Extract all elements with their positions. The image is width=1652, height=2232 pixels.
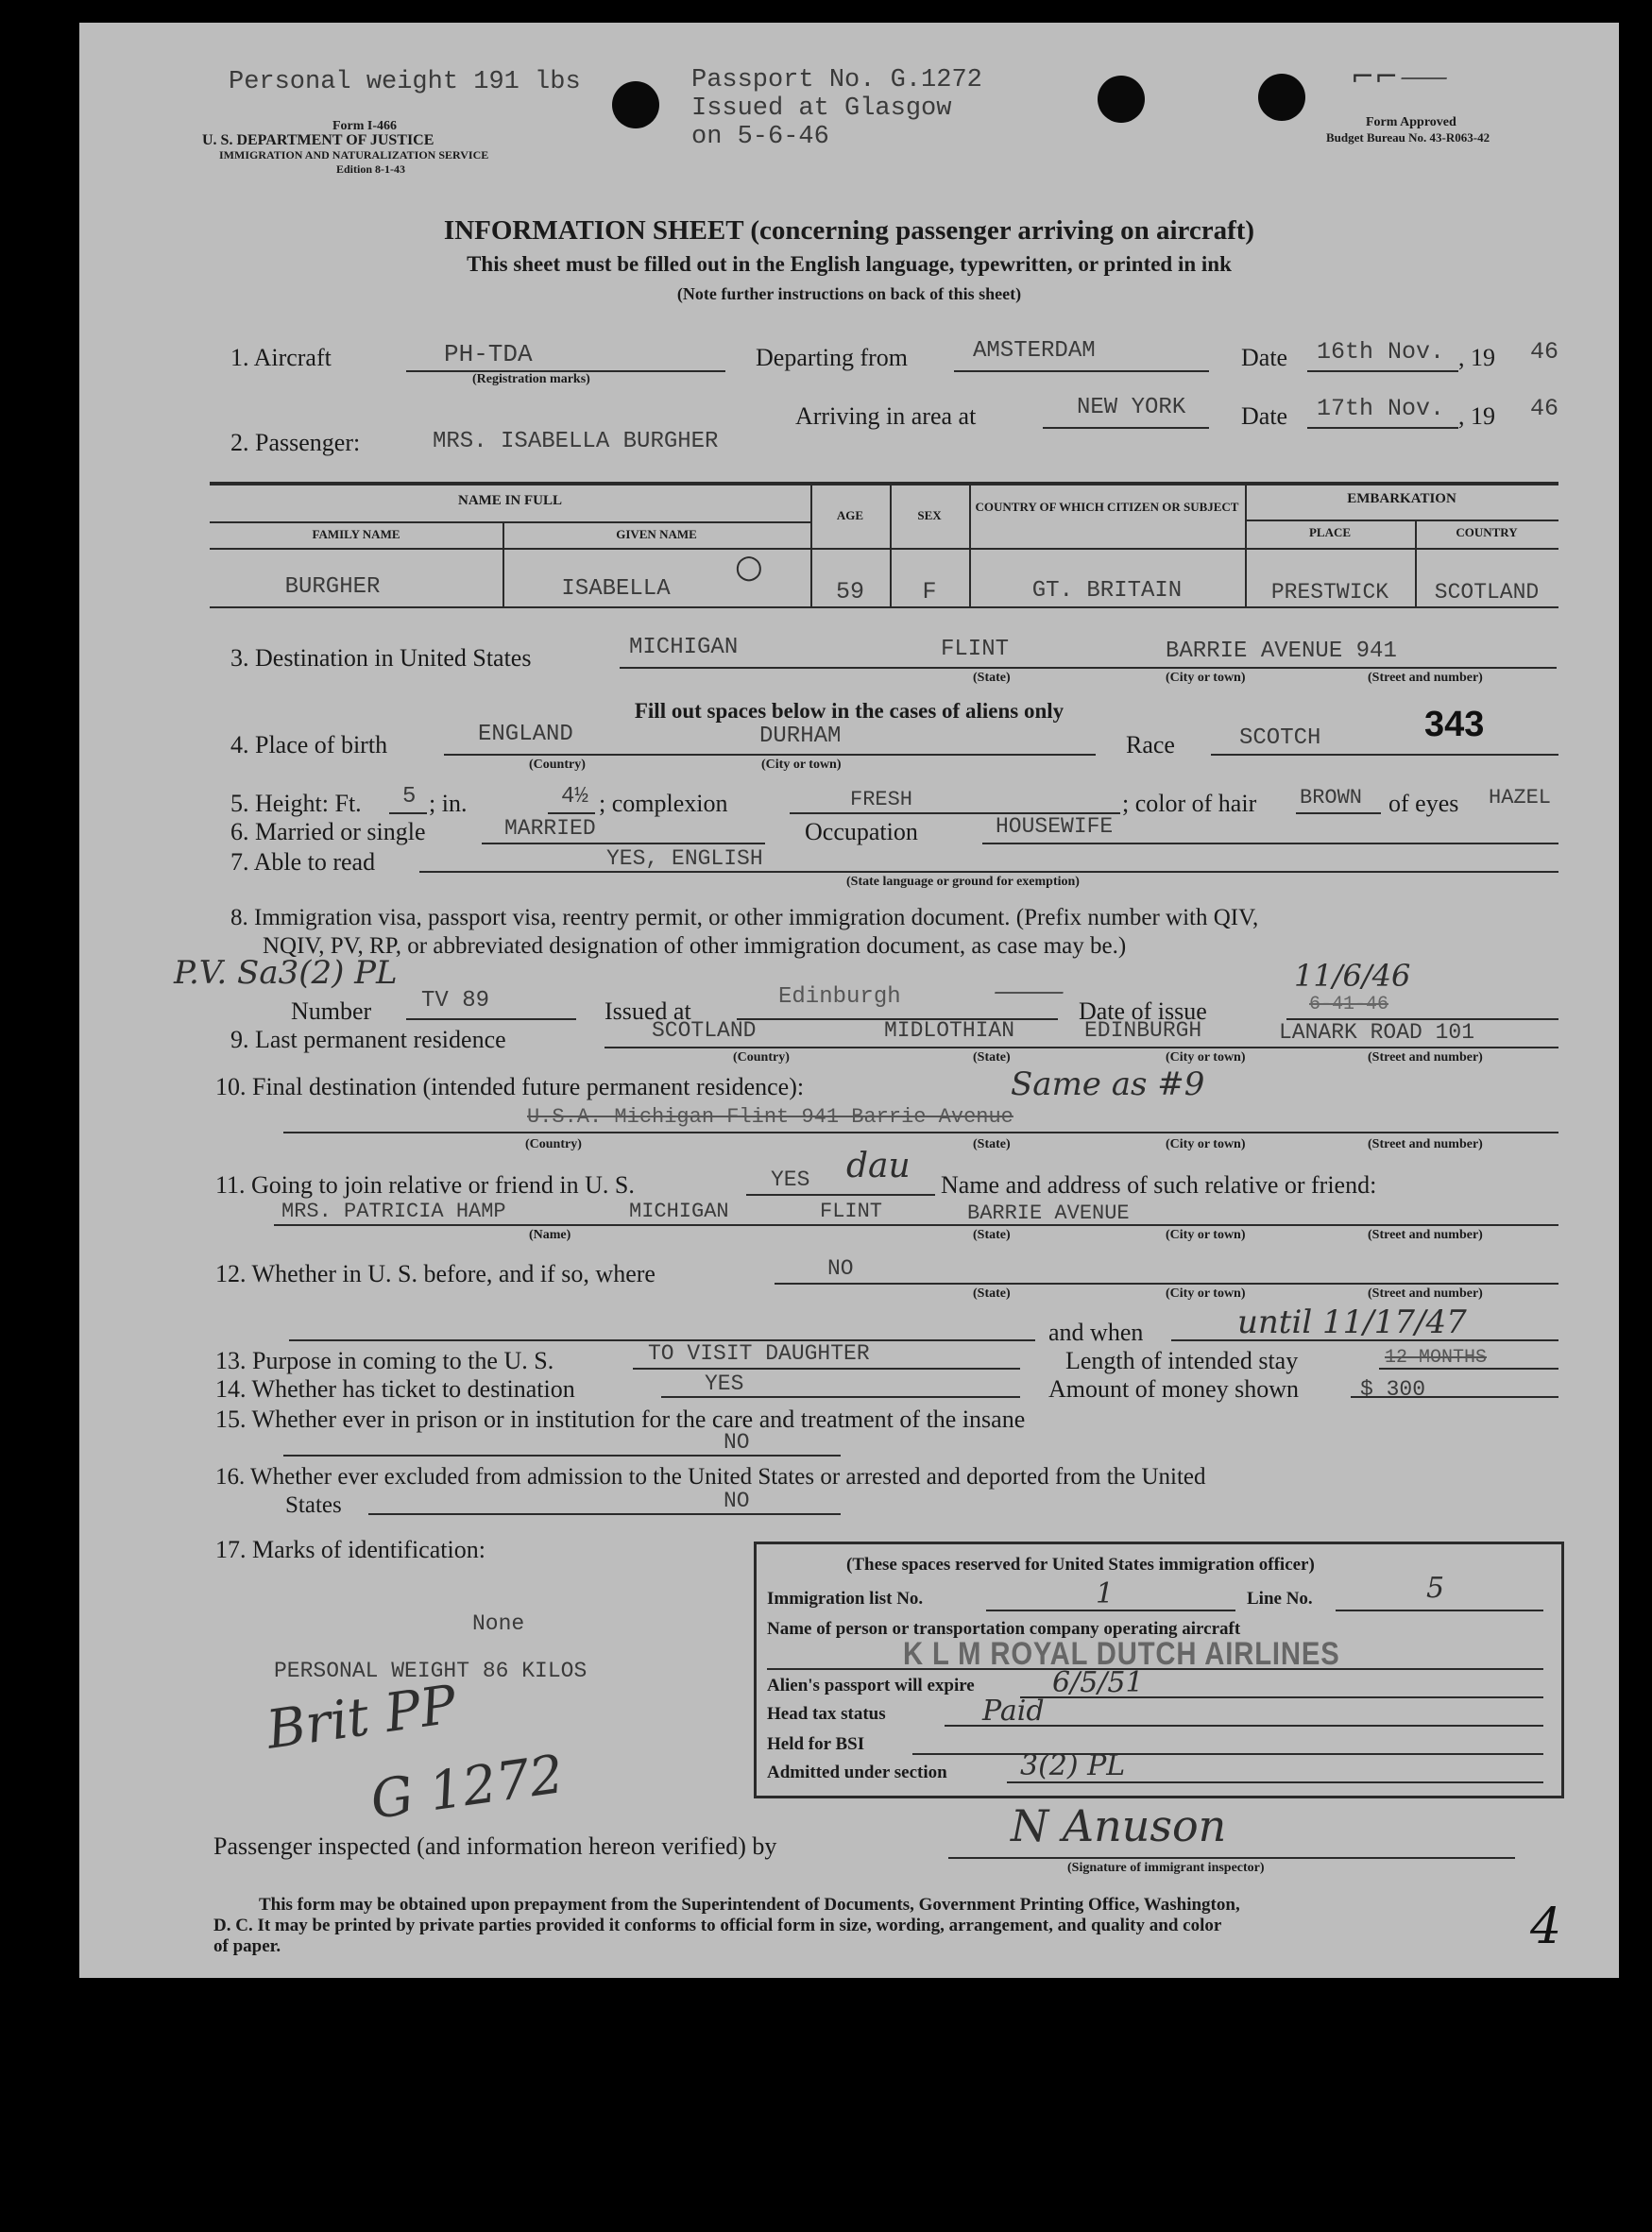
punch-hole (1258, 74, 1305, 121)
underline (406, 1018, 576, 1020)
page-subtitle: This sheet must be filled out in the English language, typewritten, or printed in ink (467, 252, 1232, 276)
bsi-label: Held for BSI (767, 1734, 865, 1754)
read-value: YES, ENGLISH (606, 846, 763, 871)
underline (1020, 1696, 1543, 1698)
handwritten-pv: P.V. Sa3(2) PL (174, 954, 398, 992)
underline (1211, 754, 1558, 756)
marks-weight: PERSONAL WEIGHT 86 KILOS (274, 1659, 588, 1683)
caption-country: (Country) (733, 1050, 790, 1065)
underline (1307, 427, 1458, 429)
join-relative-label: 11. Going to join relative or friend in U. S. (215, 1171, 635, 1199)
caption-city: (City or town) (1166, 671, 1246, 685)
passenger-label: 2. Passenger: (230, 429, 361, 456)
line-label: Line No. (1247, 1589, 1313, 1609)
company-label: Name of person or transportation company operating aircraft (767, 1619, 1241, 1639)
name-in-full-header: NAME IN FULL (457, 493, 562, 508)
table-country: SCOTLAND (1434, 580, 1540, 605)
section-label: Admitted under section (767, 1763, 947, 1782)
budget-bureau: Budget Bureau No. 43-R063-42 (1326, 130, 1490, 145)
join-relative-hand: dau (846, 1147, 911, 1185)
pen-mark: ⌐⌐⸺ (1351, 60, 1447, 94)
footer-line2: D. C. It may be printed by private parties provided it conforms to official form in size, wording, arrangement, and quality and color (213, 1916, 1222, 1935)
list-value: 1 (1096, 1577, 1115, 1610)
relative-state: MICHIGAN (629, 1200, 729, 1223)
underline (661, 1396, 1020, 1398)
caption-city: (City or town) (1166, 1137, 1246, 1151)
birth-label: 4. Place of birth (230, 731, 388, 758)
birth-country: ENGLAND (478, 722, 573, 747)
underline (389, 812, 427, 814)
aircraft-label: 1. Aircraft (230, 344, 332, 371)
caption-country: (Country) (529, 758, 586, 772)
doc-number: TV 89 (421, 988, 490, 1014)
underline (283, 1455, 841, 1457)
page-number: 4 (1530, 1899, 1562, 1955)
height-in-label: ; in. (429, 790, 468, 817)
purpose-value: TO VISIT DAUGHTER (648, 1341, 870, 1366)
underline (419, 871, 1558, 873)
join-relative-value: YES (771, 1167, 810, 1192)
doc-number-label: Number (291, 997, 372, 1025)
department: U. S. DEPARTMENT OF JUSTICE (202, 132, 434, 148)
and-when-label: and when (1048, 1319, 1144, 1346)
stamp-number: 343 (1424, 705, 1485, 744)
occupation-label: Occupation (805, 818, 918, 845)
caption-name: (Name) (529, 1228, 571, 1242)
race-label: Race (1126, 731, 1175, 758)
race-value: SCOTCH (1239, 725, 1321, 751)
departing-value: AMSTERDAM (973, 338, 1096, 364)
underline (1379, 1368, 1558, 1370)
underline (945, 1725, 1543, 1727)
aircraft-value: PH-TDA (444, 340, 533, 368)
underline (746, 1194, 935, 1196)
height-in: 4½ (561, 784, 588, 809)
underline (1171, 1339, 1558, 1341)
hair-value: BROWN (1300, 786, 1363, 809)
table-place: PRESTWICK (1270, 580, 1389, 605)
destination-state: MICHIGAN (629, 635, 739, 660)
issued-at-label: Issued at (605, 997, 691, 1025)
underline (1043, 427, 1209, 429)
aliens-header: Fill out spaces below in the cases of aliens only (634, 699, 1064, 723)
departing-label: Departing from (756, 344, 909, 371)
caption-state: (State) (973, 1137, 1011, 1151)
marital-value: MARRIED (504, 816, 596, 841)
stay-value: 12 MONTHS (1385, 1347, 1488, 1369)
pen-dash: ⸻ (992, 975, 1063, 1008)
residence-label: 9. Last permanent residence (230, 1026, 506, 1053)
passport-expire-value: 6/5/51 (1052, 1666, 1144, 1699)
edition: Edition 8-1-43 (336, 162, 406, 176)
passport-expire-label: Alien's passport will expire (767, 1676, 975, 1695)
arriving-label: Arriving in area at (795, 402, 977, 430)
year-prefix: , 19 (1458, 344, 1495, 371)
age-header: AGE (836, 508, 864, 522)
punch-hole (612, 81, 659, 128)
table-age: 59 (835, 578, 864, 605)
year-prefix: , 19 (1458, 402, 1495, 430)
immigration-doc-line1: 8. Immigration visa, passport visa, reentry permit, or other immigration document. (Prefix number with QIV, (230, 905, 1259, 930)
page-note: (Note further instructions on back of this sheet) (676, 284, 1022, 303)
residence-state: MIDLOTHIAN (884, 1018, 1015, 1043)
table-border (210, 606, 1558, 608)
inspected-label: Passenger inspected (and information hereon verified) by (213, 1832, 777, 1860)
residence-street: LANARK ROAD 101 (1279, 1020, 1475, 1045)
eyes-label: of eyes (1388, 790, 1459, 817)
date-issue-hand: 11/6/46 (1294, 958, 1411, 994)
immigration-doc-line2: NQIV, PV, RP, or abbreviated designation of other immigration document, as case may be.) (263, 933, 1127, 959)
table-border (1245, 520, 1558, 521)
occupation-value: HOUSEWIFE (996, 814, 1114, 839)
underline (605, 1047, 1558, 1048)
arrival-date: 17th Nov. (1317, 395, 1445, 422)
issued-at-value: Edinburgh (778, 984, 901, 1010)
read-label: 7. Able to read (230, 848, 376, 876)
purpose-label: 13. Purpose in coming to the U. S. (215, 1347, 554, 1374)
relative-street: BARRIE AVENUE (967, 1201, 1130, 1225)
caption-city: (City or town) (1166, 1050, 1246, 1065)
caption-state: (State) (973, 1286, 1011, 1301)
embarkation-header: EMBARKATION (1347, 491, 1456, 506)
complexion-value: FRESH (850, 788, 913, 811)
table-border (210, 482, 1558, 486)
underline (948, 1857, 1515, 1859)
page-title: INFORMATION SHEET (concerning passenger arriving on aircraft) (443, 215, 1255, 246)
destination-city: FLINT (941, 637, 1010, 662)
footer-line3: of paper. (213, 1936, 281, 1956)
list-label: Immigration list No. (767, 1589, 924, 1609)
prison-label: 15. Whether ever in prison or in institution for the care and treatment of the insane (215, 1406, 1026, 1433)
passenger-value: MRS. ISABELLA BURGHER (433, 429, 719, 454)
marks-hand2: G 1272 (366, 1744, 568, 1832)
underline (954, 370, 1209, 372)
head-tax-value: Paid (982, 1695, 1045, 1728)
final-destination-struck: U.S.A. Michigan Flint 941 Barrie Avenue (527, 1105, 1013, 1129)
caption-city: (City or town) (1166, 1286, 1246, 1301)
underline (444, 754, 1096, 756)
final-destination-hand: Same as #9 (1011, 1065, 1205, 1103)
height-ft: 5 (402, 784, 417, 809)
arrival-year: 46 (1530, 395, 1559, 422)
underline (620, 667, 1557, 669)
line-value: 5 (1426, 1572, 1445, 1605)
typed-issued-date: on 5-6-46 (691, 123, 829, 151)
pen-circle: ○ (735, 548, 763, 586)
place-header: PLACE (1308, 525, 1352, 539)
underline (1307, 370, 1458, 372)
read-caption: (State language or ground for exemption) (846, 875, 1080, 889)
table-border (210, 548, 1558, 550)
underline (1336, 1610, 1543, 1611)
departure-year: 46 (1530, 338, 1559, 366)
marital-label: 6. Married or single (230, 818, 426, 845)
date-issue-label: Date of issue (1079, 997, 1207, 1025)
date-label: Date (1241, 402, 1288, 430)
inspector-signature: N Anuson (1011, 1800, 1227, 1851)
underline (1007, 1781, 1543, 1783)
arriving-value: NEW YORK (1077, 395, 1186, 420)
money-value: $ 300 (1360, 1377, 1426, 1402)
in-us-before-value: NO (827, 1256, 854, 1281)
emb-country-header: COUNTRY (1456, 525, 1518, 539)
marks-hand1: Brit PP (263, 1674, 461, 1762)
registration-caption: (Registration marks) (472, 372, 590, 386)
punch-hole (1098, 76, 1145, 123)
caption-street: (Street and number) (1368, 1228, 1483, 1242)
officer-box-title: (These spaces reserved for United States immigration officer) (846, 1555, 1315, 1575)
ticket-value: YES (705, 1372, 744, 1396)
destination-label: 3. Destination in United States (230, 644, 532, 672)
underline (982, 843, 1558, 844)
complexion-label: ; complexion (599, 790, 728, 817)
underline (1351, 1396, 1558, 1398)
destination-street: BARRIE AVENUE 941 (1166, 639, 1397, 664)
excluded-value: NO (724, 1489, 750, 1513)
table-citizen: GT. BRITAIN (1031, 578, 1183, 604)
underline (274, 1224, 1558, 1226)
typed-weight: Personal weight 191 lbs (229, 68, 581, 96)
departure-date: 16th Nov. (1317, 338, 1445, 366)
relative-name-label: Name and address of such relative or friend: (941, 1171, 1377, 1199)
section-value: 3(2) PL (1020, 1749, 1126, 1782)
caption-city: (City or town) (1166, 1228, 1246, 1242)
sex-header: SEX (917, 508, 942, 522)
height-label: 5. Height: Ft. (230, 790, 362, 817)
underline (1296, 812, 1381, 814)
stay-label: Length of intended stay (1065, 1347, 1299, 1374)
underline (912, 1753, 1543, 1755)
typed-issued: Issued at Glasgow (691, 94, 952, 123)
marks-label: 17. Marks of identification: (215, 1536, 485, 1563)
table-sex: F (922, 578, 937, 605)
relative-city: FLINT (820, 1200, 883, 1223)
caption-state: (State) (973, 671, 1011, 685)
marks-value: None (472, 1611, 525, 1636)
head-tax-label: Head tax status (767, 1704, 886, 1724)
caption-street: (Street and number) (1368, 671, 1483, 685)
underline (775, 1283, 1558, 1285)
residence-country: SCOTLAND (652, 1018, 757, 1043)
birth-city: DURHAM (759, 724, 842, 749)
table-border (210, 521, 810, 523)
prison-value: NO (724, 1430, 750, 1455)
typed-passport: Passport No. G.1272 (691, 66, 982, 94)
form-number: Form I-466 (332, 119, 398, 133)
given-name-header: GIVEN NAME (616, 527, 697, 541)
company-stamp: K L M ROYAL DUTCH AIRLINES (903, 1636, 1340, 1672)
service: IMMIGRATION AND NATURALIZATION SERVICE (219, 148, 489, 162)
underline (548, 812, 595, 814)
caption-state: (State) (973, 1050, 1011, 1065)
and-when-hand: until 11/17/47 (1237, 1303, 1467, 1341)
hair-label: ; color of hair (1122, 790, 1257, 817)
underline (368, 1513, 841, 1515)
family-name-header: FAMILY NAME (312, 527, 400, 541)
underline (986, 1610, 1235, 1611)
country-header: COUNTRY OF WHICH CITIZEN OR SUBJECT (975, 500, 1239, 514)
residence-city: EDINBURGH (1084, 1018, 1202, 1043)
date-label: Date (1241, 344, 1288, 371)
caption-state: (State) (973, 1228, 1011, 1242)
underline (482, 843, 765, 844)
caption-street: (Street and number) (1368, 1137, 1483, 1151)
underline (633, 1368, 1020, 1370)
caption-city: (City or town) (761, 758, 842, 772)
relative-name: MRS. PATRICIA HAMP (281, 1200, 506, 1223)
signature-caption: (Signature of immigrant inspector) (1067, 1861, 1265, 1875)
underline (767, 1668, 1543, 1670)
footer-line1: This form may be obtained upon prepayment from the Superintendent of Documents, Government Printing Office, Washington, (259, 1895, 1240, 1915)
form-approved: Form Approved (1366, 115, 1456, 129)
caption-street: (Street and number) (1368, 1286, 1483, 1301)
underline (283, 1132, 1558, 1133)
caption-country: (Country) (525, 1137, 582, 1151)
table-family: BURGHER (284, 574, 381, 600)
eyes-value: HAZEL (1489, 786, 1552, 809)
excluded-line2: States (285, 1492, 342, 1518)
caption-street: (Street and number) (1368, 1050, 1483, 1065)
excluded-line1: 16. Whether ever excluded from admission to the United States or arrested and deported from the United (215, 1464, 1206, 1490)
ticket-label: 14. Whether has ticket to destination (215, 1375, 575, 1403)
money-label: Amount of money shown (1048, 1375, 1300, 1403)
date-issue-typed: 6-41-46 (1309, 994, 1389, 1015)
in-us-before-label: 12. Whether in U. S. before, and if so, where (215, 1260, 656, 1287)
final-destination-label: 10. Final destination (intended future permanent residence): (215, 1073, 805, 1100)
table-given: ISABELLA (561, 576, 671, 602)
